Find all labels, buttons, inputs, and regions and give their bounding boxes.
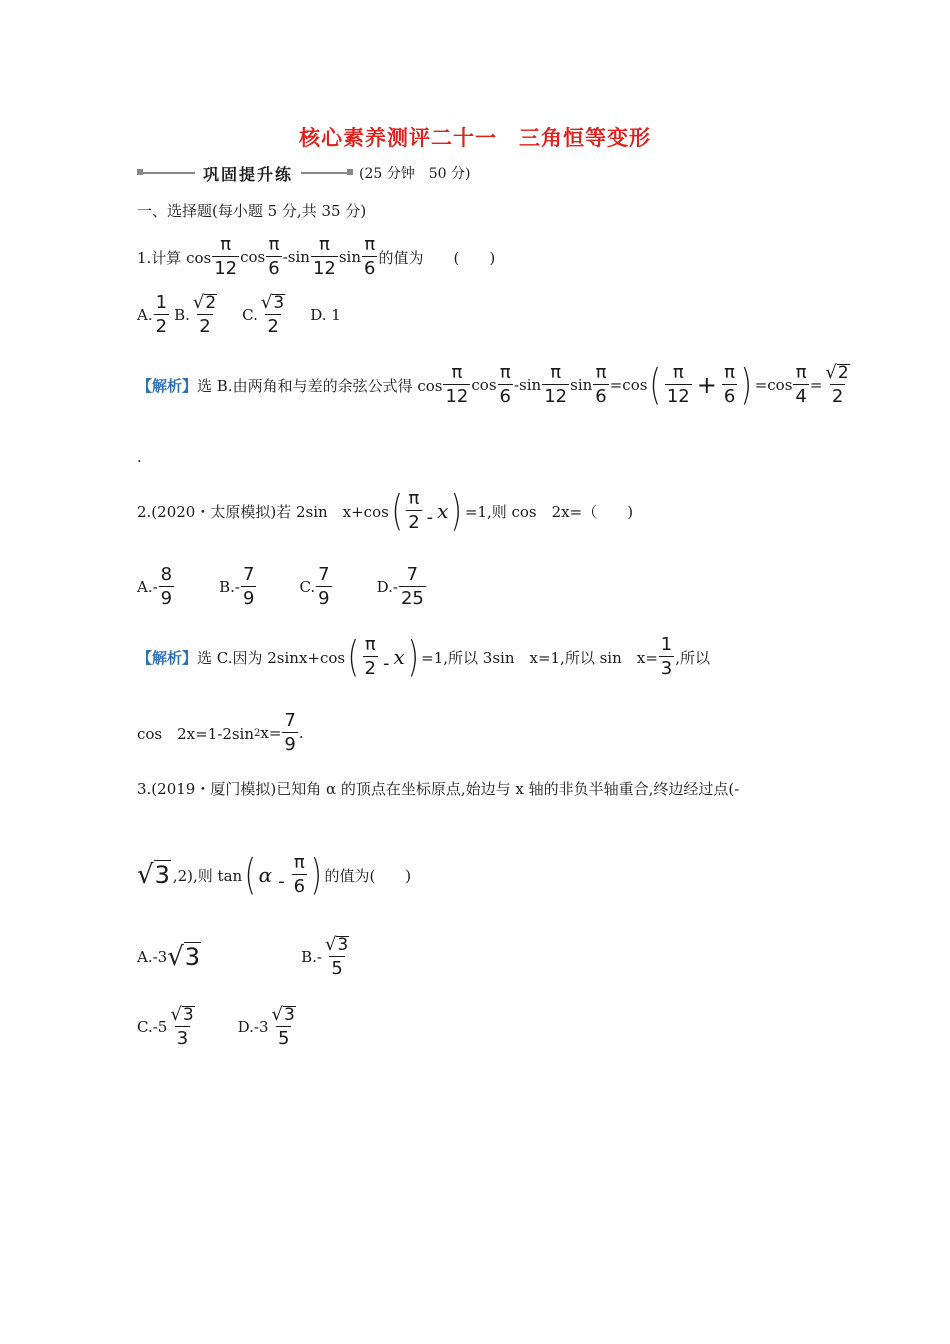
q2-line2-sup: 2 <box>254 727 261 739</box>
q2-analysis-label: 【解析】 <box>137 648 198 667</box>
q1-option-a-frac: $\frac{1}{2}$ <box>155 292 168 337</box>
q1-option-c-frac: √ 3 2 <box>260 292 285 337</box>
q1-frac-2: $\frac{\pi}{6}$ <box>268 234 280 279</box>
left-paren: ( <box>347 632 360 681</box>
q3-frac: $\frac{\pi}{6}$ <box>293 852 306 897</box>
q2-option-a: A.- <box>137 578 158 596</box>
q1-an-frac-5: $\frac{\pi}{12}$ <box>666 362 690 407</box>
q1-an-frac-6: $\frac{\pi}{6}$ <box>723 362 736 407</box>
q2-prefix: 2.(2020・太原模拟)若 2sin x+cos <box>137 502 389 521</box>
q2-analysis <box>137 632 711 681</box>
q1-prefix: 1.计算 cos <box>137 248 212 267</box>
q1-minus-sin: -sin <box>282 248 310 266</box>
q2-analysis-mid: =1,所以 3sin x=1,所以 sin x= <box>421 648 658 667</box>
banner-time: (25 分钟 50 分) <box>359 166 471 182</box>
banner-line-left <box>137 172 195 174</box>
q2-analysis-so: ,所以 <box>675 648 711 667</box>
q2-option-d-frac: $\frac{7}{25}$ <box>400 564 424 609</box>
q2-options <box>137 566 427 608</box>
question-3: 3.(2019・厦门模拟)已知角 α 的顶点在坐标原点,始边与 x 轴的非负半轴重合,终边经过点(- <box>137 780 740 798</box>
q3-root3: √ 3 <box>137 860 170 890</box>
q2-an-frac-2: $\frac{1}{3}$ <box>660 634 673 679</box>
q3-option-a-root: √ 3 <box>167 942 201 972</box>
q2-analysis-line-2 <box>137 712 304 754</box>
right-paren: ) <box>450 486 463 535</box>
q3-option-c: C.-5 <box>137 1018 168 1036</box>
q3-mid: ,2),则 tan <box>172 866 243 885</box>
banner-line-right <box>301 172 353 174</box>
q1-sin: sin <box>338 248 362 266</box>
q1-an-frac-1: $\frac{\pi}{12}$ <box>445 362 469 407</box>
q3-alpha: α <box>258 863 273 887</box>
q2-analysis-text: 选 C.因为 2sinx+cos <box>197 648 346 667</box>
q1-suffix: 的值为 ( ) <box>378 248 496 267</box>
banner-label: 巩固提升练 <box>203 164 294 184</box>
plus-sign: + <box>696 371 717 399</box>
q2-option-b-frac: $\frac{7}{9}$ <box>242 564 255 609</box>
right-paren: ) <box>407 632 419 681</box>
q1-an-minus-sin: -sin <box>513 376 542 394</box>
question-2 <box>137 486 634 535</box>
q1-an-eq-cos-2: =cos <box>754 376 793 394</box>
q2-frac-1: $\frac{\pi}{2}$ <box>408 488 420 533</box>
q2-x: x <box>437 499 449 523</box>
left-paren: ( <box>244 850 257 899</box>
q3-option-d: D.-3 <box>237 1018 269 1036</box>
q3-minus: - <box>278 870 285 892</box>
q2-an-frac-1: $\frac{\pi}{2}$ <box>364 634 376 679</box>
q3-suffix: 的值为( ) <box>324 866 412 885</box>
section-banner <box>137 160 470 186</box>
q1-frac-1: $\frac{\pi}{12}$ <box>214 234 238 279</box>
q1-an-frac-3: $\frac{\pi}{12}$ <box>544 362 568 407</box>
q3-option-c-frac: √ 3 3 <box>170 1004 194 1049</box>
q3-line-2 <box>137 850 412 899</box>
q2-an-minus: - <box>382 652 390 674</box>
q1-frac-4: $\frac{\pi}{6}$ <box>364 234 376 279</box>
q1-analysis-text: 选 B.由两角和与差的余弦公式得 cos <box>197 376 443 395</box>
q1-option-b-frac: √ 2 2 <box>192 292 217 337</box>
q3-options-row-2 <box>137 1006 299 1048</box>
right-paren: ) <box>310 850 322 899</box>
q1-analysis-label: 【解析】 <box>137 376 198 395</box>
q2-suffix: =1,则 cos 2x=（ ) <box>464 502 634 521</box>
q2-option-d: D.- <box>376 578 398 596</box>
q2-line2-a: cos 2x=1-2sin <box>137 724 255 743</box>
q2-option-c-frac: $\frac{7}{9}$ <box>318 564 330 609</box>
q1-an-frac-7: $\frac{\pi}{4}$ <box>795 362 807 407</box>
q1-an-sin: sin <box>570 376 593 394</box>
q2-line2-period: . <box>298 724 304 742</box>
left-paren: ( <box>649 360 662 409</box>
q2-minus: - <box>426 506 434 528</box>
q1-an-frac-8: √ 2 2 <box>825 362 849 407</box>
q1-option-b: B. <box>174 306 190 324</box>
q3-option-a: A.-3 <box>137 948 168 966</box>
q2-line2-frac: $\frac{7}{9}$ <box>284 710 296 755</box>
q1-cos: cos <box>240 248 266 266</box>
q1-option-d: D. 1 <box>310 306 341 324</box>
right-paren: ) <box>740 360 753 409</box>
q1-option-c: C. <box>242 306 258 324</box>
q1-option-a: A. <box>137 306 153 324</box>
q2-option-c: C. <box>299 578 316 596</box>
q1-analysis <box>137 360 853 409</box>
q1-frac-3: $\frac{\pi}{12}$ <box>312 234 336 279</box>
q3-option-b-frac: √ 3 5 <box>324 934 349 979</box>
q3-option-d-frac: √ 3 5 <box>271 1004 295 1049</box>
q1-analysis-period: . <box>137 448 142 466</box>
q1-options <box>137 294 341 336</box>
q2-line2-b: x= <box>260 724 282 742</box>
q1-an-eq: = <box>809 376 823 394</box>
q2-option-b: B.- <box>219 578 240 596</box>
q1-an-frac-2: $\frac{\pi}{6}$ <box>499 362 511 407</box>
q1-an-eq-cos: =cos <box>609 376 648 394</box>
q1-an-frac-4: $\frac{\pi}{6}$ <box>595 362 607 407</box>
q1-an-cos: cos <box>471 376 497 394</box>
q2-option-a-frac: $\frac{8}{9}$ <box>160 564 173 609</box>
q3-option-b: B.- <box>301 948 322 966</box>
q3-options-row-1 <box>137 936 352 978</box>
page-title: 核心素养测评二十一 三角恒等变形 <box>299 126 651 150</box>
left-paren: ( <box>391 486 403 535</box>
q2-an-x: x <box>393 645 405 669</box>
section-heading: 一、选择题(每小题 5 分,共 35 分) <box>137 202 367 220</box>
question-1 <box>137 236 495 278</box>
